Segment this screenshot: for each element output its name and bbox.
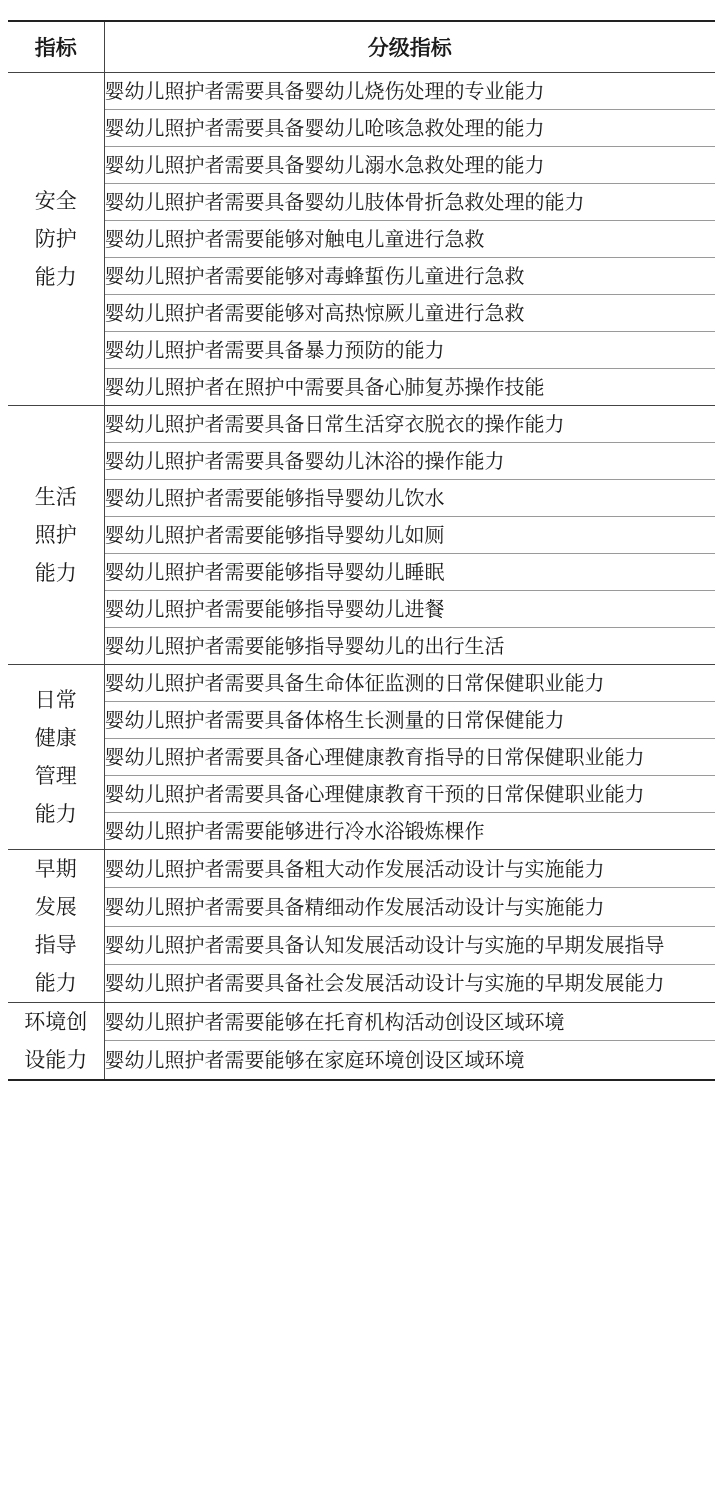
category-label — [24, 1003, 87, 1079]
category-label-line: 早期 — [34, 857, 77, 881]
table-row — [8, 110, 715, 147]
sub-indicator-cell: 婴幼儿照护者需要能够指导婴幼儿进餐 — [104, 591, 715, 628]
category-label-line: 能力 — [34, 971, 77, 995]
table-row — [8, 665, 715, 702]
sub-indicator-cell: 婴幼儿照护者需要能够对高热惊厥儿童进行急救 — [104, 295, 715, 332]
category-label-line: 健康 — [34, 726, 77, 750]
sub-indicator-cell: 婴幼儿照护者需要具备日常生活穿衣脱衣的操作能力 — [104, 406, 715, 443]
category-cell — [8, 1003, 104, 1081]
sub-indicator-cell: 婴幼儿照护者需要能够在家庭环境创设区域环境 — [104, 1041, 715, 1080]
table-row — [8, 1041, 715, 1080]
category-cell — [8, 406, 104, 665]
category-cell — [8, 850, 104, 1003]
category-label-line: 能力 — [34, 802, 77, 826]
table-row — [8, 776, 715, 813]
header-sub-indicator: 分级指标 — [104, 21, 715, 73]
category-label — [35, 681, 77, 833]
table-row — [8, 702, 715, 739]
category-label-line: 能力 — [34, 561, 77, 585]
sub-indicator-cell: 婴幼儿照护者需要具备婴幼儿肢体骨折急救处理的能力 — [104, 184, 715, 221]
category-label-line: 安全 — [34, 189, 77, 213]
sub-indicator-cell: 婴幼儿照护者需要具备粗大动作发展活动设计与实施能力 — [104, 850, 715, 888]
category-cell — [8, 665, 104, 850]
sub-indicator-cell: 婴幼儿照护者需要具备认知发展活动设计与实施的早期发展指导 — [104, 926, 715, 964]
sub-indicator-cell: 婴幼儿照护者需要能够指导婴幼儿的出行生活 — [104, 628, 715, 665]
table-row — [8, 888, 715, 926]
table-row — [8, 517, 715, 554]
sub-indicator-cell: 婴幼儿照护者在照护中需要具备心肺复苏操作技能 — [104, 369, 715, 406]
table-row — [8, 332, 715, 369]
table-row — [8, 850, 715, 888]
category-label — [35, 850, 77, 1002]
category-label-line: 指导 — [34, 933, 77, 957]
table-row — [8, 258, 715, 295]
sub-indicator-cell: 婴幼儿照护者需要具备暴力预防的能力 — [104, 332, 715, 369]
table-row — [8, 295, 715, 332]
table-row — [8, 369, 715, 406]
table-row — [8, 964, 715, 1002]
category-label-line: 管理 — [34, 764, 77, 788]
sub-indicator-cell: 婴幼儿照护者需要能够在托育机构活动创设区域环境 — [104, 1003, 715, 1041]
sub-indicator-cell: 婴幼儿照护者需要具备婴幼儿呛咳急救处理的能力 — [104, 110, 715, 147]
sub-indicator-cell: 婴幼儿照护者需要能够指导婴幼儿睡眠 — [104, 554, 715, 591]
sub-indicator-cell: 婴幼儿照护者需要具备心理健康教育指导的日常保健职业能力 — [104, 739, 715, 776]
category-label-line: 环境创 — [24, 1010, 88, 1034]
category-label — [35, 182, 77, 296]
category-label — [35, 478, 77, 592]
category-label-line: 日常 — [34, 688, 77, 712]
table-row — [8, 628, 715, 665]
sub-indicator-cell: 婴幼儿照护者需要能够对触电儿童进行急救 — [104, 221, 715, 258]
table-row — [8, 443, 715, 480]
sub-indicator-cell: 婴幼儿照护者需要能够指导婴幼儿饮水 — [104, 480, 715, 517]
sub-indicator-cell: 婴幼儿照护者需要能够对毒蜂蜇伤儿童进行急救 — [104, 258, 715, 295]
table-row — [8, 813, 715, 850]
sub-indicator-cell: 婴幼儿照护者需要具备精细动作发展活动设计与实施能力 — [104, 888, 715, 926]
header-row — [8, 21, 715, 73]
header-indicator: 指标 — [8, 21, 104, 73]
sub-indicator-cell: 婴幼儿照护者需要能够指导婴幼儿如厕 — [104, 517, 715, 554]
sub-indicator-cell: 婴幼儿照护者需要具备体格生长测量的日常保健能力 — [104, 702, 715, 739]
category-label-line: 设能力 — [24, 1048, 88, 1072]
sub-indicator-cell: 婴幼儿照护者需要具备婴幼儿溺水急救处理的能力 — [104, 147, 715, 184]
table-row — [8, 739, 715, 776]
category-label-line: 防护 — [34, 227, 77, 251]
sub-indicator-cell: 婴幼儿照护者需要能够进行冷水浴锻炼棵作 — [104, 813, 715, 850]
sub-indicator-cell: 婴幼儿照护者需要具备婴幼儿沐浴的操作能力 — [104, 443, 715, 480]
category-cell — [8, 73, 104, 406]
table-row — [8, 926, 715, 964]
table-row — [8, 554, 715, 591]
table-row — [8, 184, 715, 221]
ability-index-table — [8, 20, 715, 1081]
table-row — [8, 147, 715, 184]
category-label-line: 照护 — [34, 523, 77, 547]
sub-indicator-cell: 婴幼儿照护者需要具备婴幼儿烧伤处理的专业能力 — [104, 73, 715, 110]
table-row — [8, 221, 715, 258]
table-row — [8, 406, 715, 443]
table-body — [8, 73, 715, 1081]
sub-indicator-cell: 婴幼儿照护者需要具备心理健康教育干预的日常保健职业能力 — [104, 776, 715, 813]
sub-indicator-cell: 婴幼儿照护者需要具备社会发展活动设计与实施的早期发展能力 — [104, 964, 715, 1002]
sub-indicator-cell: 婴幼儿照护者需要具备生命体征监测的日常保健职业能力 — [104, 665, 715, 702]
category-label-line: 能力 — [34, 265, 77, 289]
table-row — [8, 480, 715, 517]
table-row — [8, 591, 715, 628]
table-row — [8, 1003, 715, 1041]
category-label-line: 生活 — [34, 485, 77, 509]
category-label-line: 发展 — [34, 895, 77, 919]
table-row — [8, 73, 715, 110]
